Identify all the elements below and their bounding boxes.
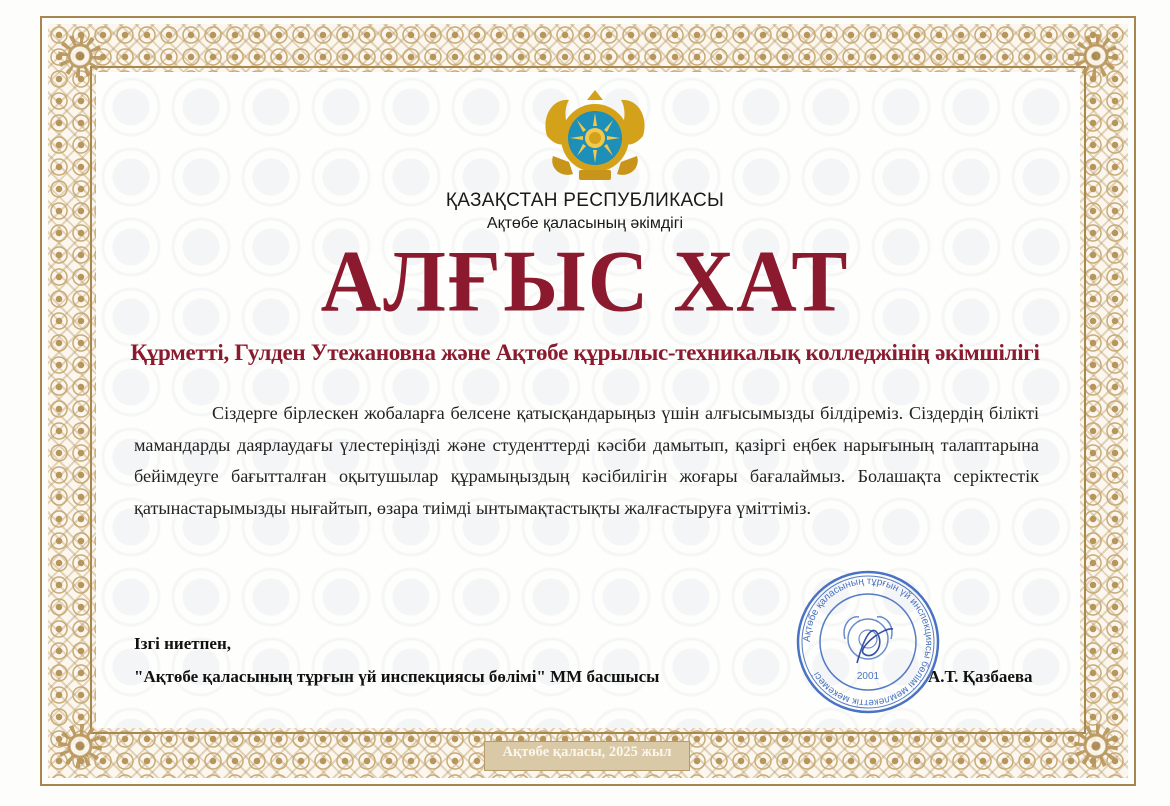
signer-name: А.Т. Қазбаева [928, 667, 1033, 686]
akimat-subheading: Ақтөбе қаласының әкімдігі [486, 215, 684, 232]
footer-place-year: Ақтөбе қаласы, 2025 жыл [502, 744, 672, 760]
addressee-line: Құрметті, Гулден Утежановна және Ақтөбе құрылыс-техникалық колледжінің әкімшілігі [130, 340, 1040, 365]
letter-paragraph: Сіздерге бірлескен жобаларға белсене қатысқандарыңыз үшін алғысымызды білдіреміз. Сіздердің білікті мамандарды даярлаудағы үлестеріңізді және студенттерді кәсіби дамытып, қазіргі еңбек нарығының талаптарына бейімдеуге бағытталған оқытушылар құрамыңыздың кәсібилігін жоғары бағалаймыз. Болашақта серіктестік қатынастарымызды нығайтып, өзара тиімді ынтымақтастықты жалғастыруға үміттіміз. [134, 403, 1039, 518]
corner-ornament-bottom-left [58, 724, 102, 768]
republic-heading: ҚАЗАҚСТАН РЕСПУБЛИКАСЫ [445, 190, 725, 211]
signatory-organization: "Ақтөбе қаласының тұрғын үй инспекциясы бөлімі" ММ басшысы [134, 667, 660, 686]
stamp-year: 2001 [856, 671, 880, 682]
letter-body [134, 398, 1039, 524]
corner-ornament-top-left [58, 34, 102, 78]
state-emblem-icon [539, 86, 651, 186]
corner-ornament-bottom-right [1074, 724, 1118, 768]
official-stamp [793, 567, 943, 717]
certificate-title: АЛҒЫС ХАТ [320, 232, 850, 331]
stamp-ring-text: Ақтөбе қаласының тұрғын үй инспекциясы бөлімі мемлекеттік мекемесі [801, 575, 935, 709]
closing-regards: Ізгі ниетпен, [134, 634, 232, 653]
corner-ornament-top-right [1074, 34, 1118, 78]
